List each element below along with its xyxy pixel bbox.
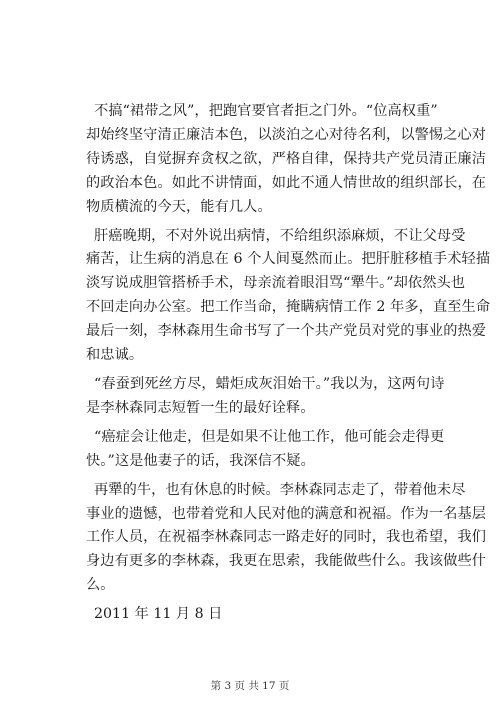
- text-line: 淡写说成胆管搭桥手术，母亲流着眼泪骂“犟牛。”却依然头也: [86, 275, 466, 292]
- text-line: 却始终坚守清正廉洁本色，以淡泊之心对待名利，以警惕之心对: [86, 126, 487, 143]
- text-line: 待诱惑，自觉摒弃贪权之欲，严格自律，保持共产党员清正廉洁: [86, 150, 487, 167]
- paragraph-2: [86, 225, 491, 368]
- paragraph-3: [86, 373, 451, 421]
- page-number-footer: 第 3 页 共 17 页: [210, 680, 290, 692]
- text-line: 物质横流的今天，能有几人。: [86, 198, 272, 215]
- paragraph-4: [86, 426, 451, 474]
- text-line: 最后一刻，李林森用生命书写了一个共产党员对党的事业的热爱: [86, 323, 487, 340]
- text-line: 再犟的牛，也有休息的时候。李林森同志走了，带着他未尽: [94, 481, 466, 498]
- text-line: 不搞“裙带之风”，把跑官要官者拒之门外。“位高权重”: [94, 103, 438, 119]
- text-line: 么。: [86, 577, 115, 594]
- text-line: 快。”这是他妻子的话，我深信不疑。: [86, 452, 315, 469]
- text-line: “春蚕到死丝方尽，蜡炬成灰泪始干。”我以为，这两句诗: [94, 375, 445, 392]
- text-line: 是李林森同志短暂一生的最好诠释。: [86, 399, 315, 416]
- text-line: 事业的遗憾，也带着党和人民对他的满意和祝福。作为一名基层: [86, 505, 487, 522]
- text-line: 身边有更多的李林森，我更在思索，我能做些什么。我该做些什: [86, 553, 487, 570]
- document-date: 2011 年 11 月 8 日: [94, 606, 223, 623]
- text-line: “癌症会让他走，但是如果不让他工作，他可能会走得更: [94, 428, 445, 445]
- paragraph-1: [86, 100, 487, 220]
- text-line: 不回走向办公室。把工作当命，掩瞒病情工作 2 年多，直至生命: [86, 299, 491, 316]
- paragraph-5: [86, 479, 487, 599]
- text-line: 肝癌晚期，不对外说出病情，不给组织添麻烦，不让父母受: [94, 227, 466, 244]
- text-line: 工作人员，在祝福李林森同志一路走好的同时，我也希望，我们: [86, 529, 487, 546]
- text-line: 和忠诚。: [86, 347, 144, 364]
- text-line: 痛苦，让生病的消息在 6 个人间戛然而止。把肝脏移植手术轻描: [86, 251, 491, 268]
- text-line: 的政治本色。如此不讲情面，如此不通人情世故的组织部长，在: [86, 174, 487, 191]
- document-body: [86, 100, 491, 627]
